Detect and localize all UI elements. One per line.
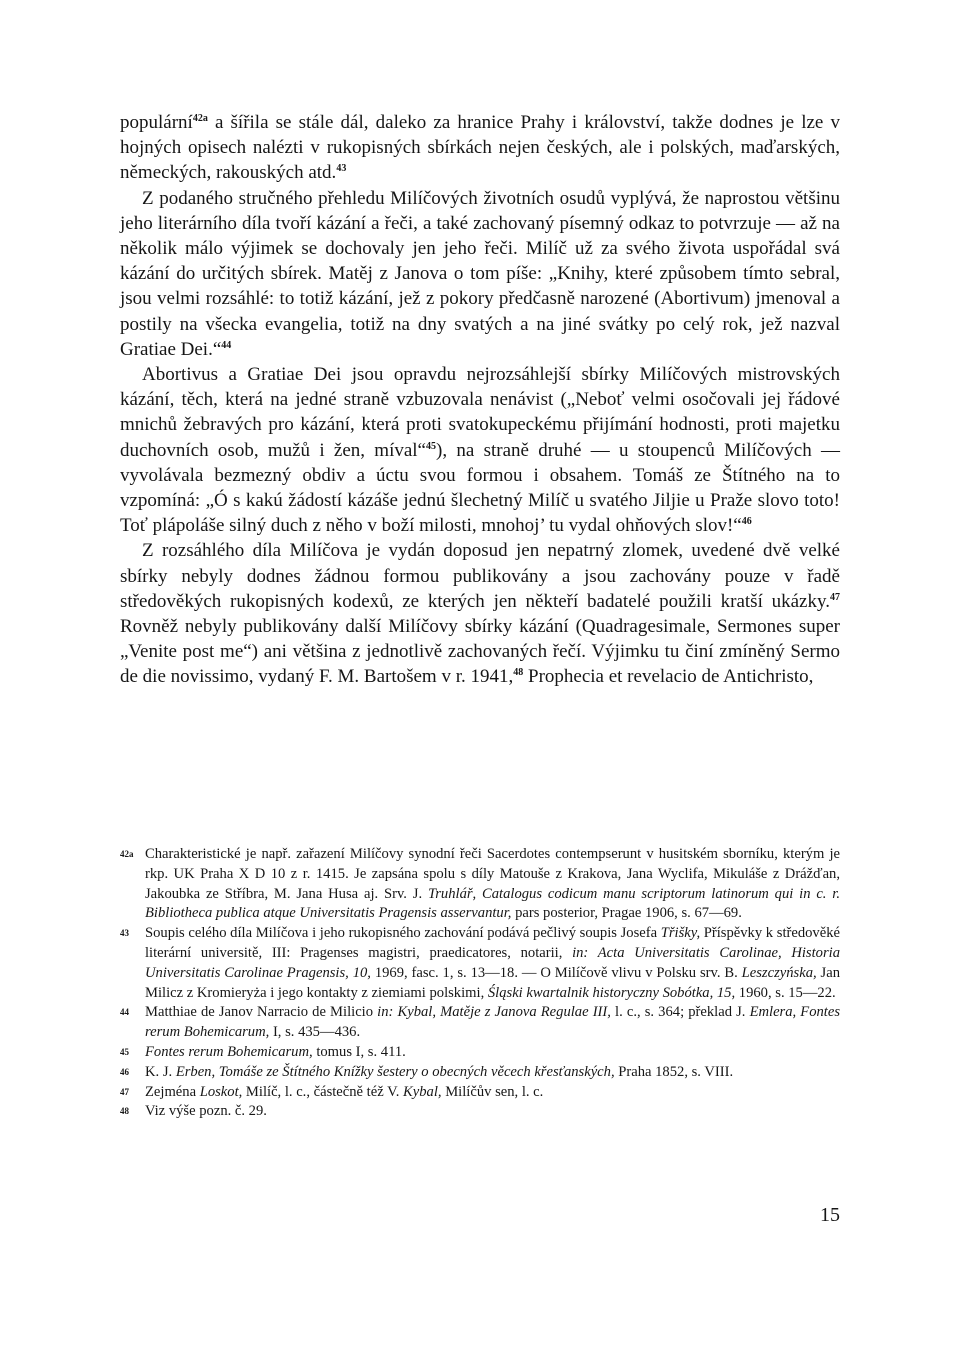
text-run: Prophecia et revelacio de Antichristo, [523, 666, 814, 688]
footnote [120, 1063, 840, 1083]
paragraph [120, 538, 840, 689]
text-run: Příspěvky k středověké literární universitě, III: Pragenses magistri, praedicatores, notarii, [145, 925, 840, 961]
italic-text: Leszczyńska, [741, 964, 817, 981]
footnote-number: 44 [120, 1007, 129, 1018]
footnote-number: 46 [120, 1066, 129, 1077]
footnote-ref: 44 [221, 339, 232, 351]
italic-text: Fontes rerum Bohemicarum, [145, 1043, 313, 1060]
text-run: Abortivus a Gratiae Dei jsou opravdu nejrozsáhlejší sbírky Milíčových mistrovských kázání, těch, která na jedné straně vzbuzovala nenávist („Neboť velmi osočovali jej řádové mnichů žebravých pro kázání, která proti svatokupeckému přijímání hodnosti, proti majetku duchovních osob, mužů i žen, míval“ [120, 364, 840, 461]
italic-text: Kybal, [403, 1083, 442, 1100]
text-run: a šířila se stále dál, daleko za hranice Prahy i království, takže dodnes je lze v hojných opisech nalézti v rukopisných sbírkách nejen českých, ale i polských, maďarských, německých, rakouských atd. [120, 112, 840, 184]
text-run: I, s. 435—436. [269, 1024, 361, 1041]
footnotes [120, 845, 840, 1122]
footnote-number: 48 [120, 1106, 129, 1117]
page-number: 15 [820, 1204, 840, 1226]
footnote-number: 43 [120, 928, 129, 939]
text-run: Milíčův sen, l. c. [441, 1083, 544, 1100]
italic-text: Emlera, Fontes rerum Bohemicarum, [145, 1004, 841, 1041]
text-run: Rovněž nebyly publikovány další Milíčovy sbírky kázání (Quadragesimale, Sermones super „Venite post me“) ani většina z jednotlivě zachovaných řečí. Výjimku tu činí zmíněný Sermo de die novissimo, vydaný F. M. Bartošem v r. 1941, [120, 616, 840, 688]
footnote [120, 1003, 840, 1043]
text-run: Charakteristické je např. zařazení Milíčovy synodní řeči Sacerdotes contempserunt v husitském sborníku, kterým je rkp. UK Praha X D 10 z r. 1415. Je zapsána spolu s díly Matouše z Krakova, Jana Wyclifa, Mikuláše z Drážďan, Jakoubka ze Stříbra, M. Jana Husa aj. Srv. J. [145, 846, 840, 902]
text-run: Soupis celého díla Milíčova i jeho rukopisného zachování podává pečlivý soupis Josefa [145, 925, 661, 942]
italic-text: Śląski kwartalnik historyczny Sobótka, 15, [487, 984, 736, 1001]
text-run: l. c., s. 364; překlad J. [610, 1004, 750, 1021]
paragraph [120, 186, 840, 362]
main-text [120, 110, 840, 690]
text-run: pars posterior, Pragae 1906, s. 67—69. [511, 905, 742, 922]
footnote-ref: 48 [513, 667, 524, 679]
text-run: Milíč, l. c., částečně též V. [242, 1083, 404, 1100]
footnote-ref: 46 [741, 516, 752, 528]
italic-text: Truhlář, Catalogus codicum manu scriptorum latinorum qui in c. r. Bibliotheca publica atque Universitatis Pragensis asservantur, [145, 885, 840, 922]
footnote-ref: 45 [426, 440, 436, 452]
text-run: Praha 1852, s. VIII. [614, 1063, 734, 1080]
footnote [120, 1102, 840, 1122]
text-run: Matthiae de Janov Narracio de Milicio [145, 1004, 378, 1021]
footnote-ref: 47 [830, 591, 840, 603]
footnote-number: 45 [120, 1046, 129, 1057]
text-run: 1960, s. 15—22. [735, 984, 836, 1001]
footnote [120, 924, 840, 1003]
footnote-number: 47 [120, 1086, 129, 1097]
text-run: Jan Milicz z Kromieryża i jego kontakty z ziemiami polskimi, [145, 964, 840, 1001]
footnote-ref: 42a [192, 113, 208, 124]
text-run: populární [120, 112, 193, 133]
text-run: tomus I, s. 411. [312, 1043, 406, 1060]
text-run: Z podaného stručného přehledu Milíčových životních osudů vyplývá, že naprostou většinu jeho literárního díla tvoří kázání a řeči, a také zachovaný písemný odkaz to potvrzuje — až na několik málo výjimek se dochovaly jen jeho řeči. Milíč už za svého života uspořádal svá kázání do určitých sbírek. Matěj z Janova o tom píše: „Knihy, které způsobem tímto sebral, jsou velmi rozsáhlé: to totiž kázání, jež z pokory předčasně narozené (Abortivum) jmenoval a postily na všecka evangelia, totiž na dny svatých a na jiné svátky po celý rok, jež nazval Gratiae Dei.“ [120, 187, 840, 360]
italic-text: Třišky, [660, 925, 701, 942]
footnote [120, 1043, 840, 1063]
italic-text: Erben, Tomáše ze Štítného Knížky šestery o obecných věcech křesťanských, [175, 1063, 615, 1080]
text-run: Viz výše pozn. č. 29. [145, 1103, 267, 1120]
text-run: K. J. [145, 1063, 176, 1080]
text-run: 1969, fasc. 1, s. 13—18. — O Milíčově vlivu v Polsku srv. B. [370, 964, 742, 981]
footnote-number: 42a [120, 849, 134, 859]
text-run: Z rozsáhlého díla Milíčova je vydán doposud jen nepatrný zlomek, uvedené dvě velké sbírky nebyly dodnes žádnou formou publikovány a jsou zachovány pouze v řadě středověkých rukopisných kodexů, ze kterých jen někteří badatelé použili kratší ukázky. [120, 540, 840, 612]
footnote [120, 1083, 840, 1103]
italic-text: Loskot, [199, 1083, 243, 1100]
paragraph [120, 362, 840, 538]
text-run: Zejména [145, 1083, 200, 1100]
text-run: ), na straně druhé — u stoupenců Milíčových — vyvolávala bezmezný obdiv a úctu svou formou i obsahem. Tomáš ze Štítného na to vzpomíná: „Ó s kakú žádostí kázáše jednú šlechetný Milíč u svatého Jiljie u Praže slovo toto! Toť plápoláše silný duch z něho v boží milosti, mnohoj’ tu vydal ohňových slov!“ [120, 439, 840, 537]
footnote-ref: 43 [336, 163, 347, 175]
paragraph [120, 110, 840, 186]
italic-text: in: Acta Universitatis Carolinae, Historia Universitatis Carolinae Pragensis, 10, [145, 944, 840, 981]
italic-text: in: Kybal, Matěje z Janova Regulae III, [377, 1004, 611, 1021]
footnote [120, 845, 840, 924]
